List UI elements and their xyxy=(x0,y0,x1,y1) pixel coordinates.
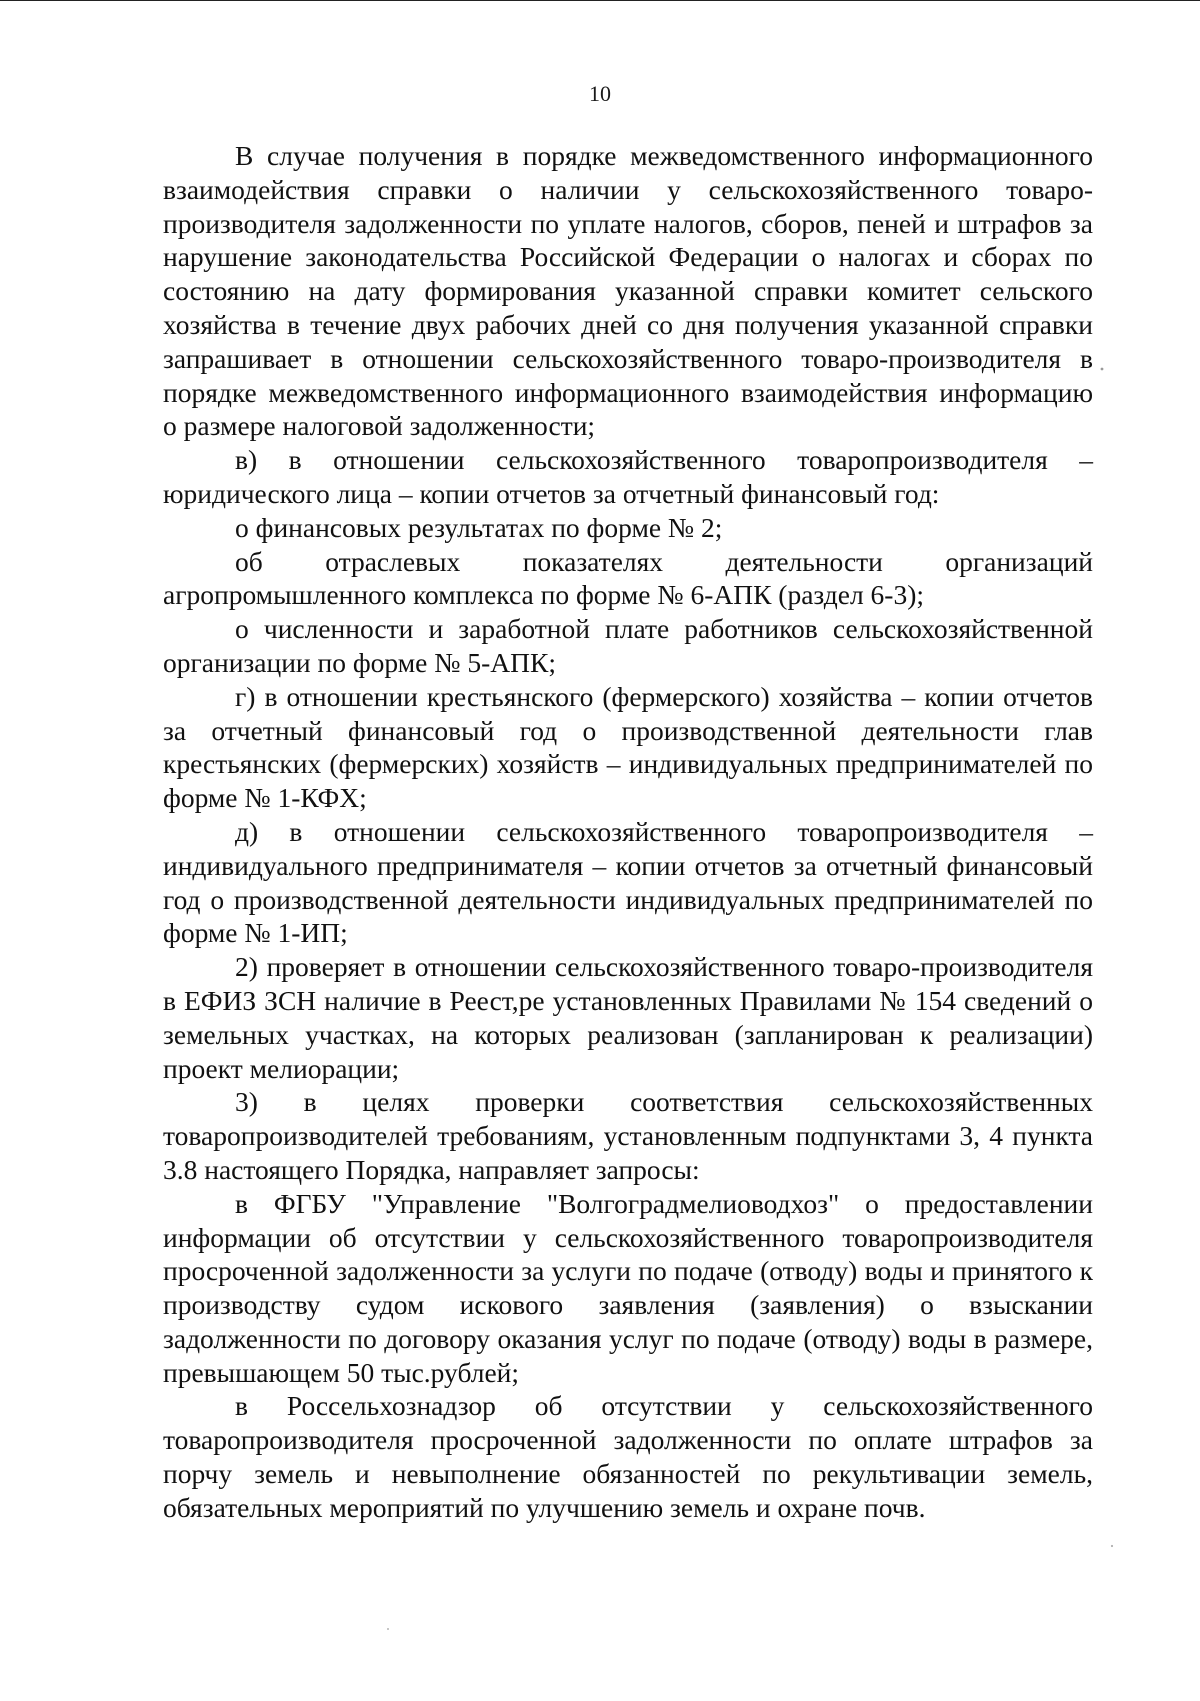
paragraph-fgbu-request: в ФГБУ "Управление "Волгоградмелиоводхоз" о предоставлении информации об отсутствии у сельскохозяйственного товаропроизводителя просроченной задолженности за услуги по подаче (отводу) воды и принятого к производству судом искового заявления (заявления) о взыскании задолженности по договору оказания услуг по подаче (отводу) воды в размере, превышающем 50 тыс.рублей; xyxy=(163,1187,1093,1388)
paragraph-item-d: д) в отношении сельскохозяйственного товаропроизводителя – индивидуального предпринимателя – копии отчетов за отчетный финансовый год о производственной деятельности индивидуальных предпринимателей по форме № 1-ИП; xyxy=(163,815,1093,949)
scan-speck xyxy=(1111,1545,1113,1547)
paragraph-item-g: г) в отношении крестьянского (фермерского) хозяйства – копии отчетов за отчетный финансовый год о производственной деятельности глав крестьянских (фермерских) хозяйств – индивидуальных предпринимателей по форме № 1-КФХ; xyxy=(163,680,1093,814)
scan-speck xyxy=(1101,368,1104,371)
paragraph-rosselkhoznadzor-request: в Россельхознадзор об отсутствии у сельскохозяйственного товаропроизводителя просроченной задолженности по оплате штрафов за порчу земель и невыполнение обязанностей по рекультивации земель, обязательных мероприятий по улучшению земель и охране почв. xyxy=(163,1390,1093,1523)
paragraph-item-v: в) в отношении сельскохозяйственного товаропроизводителя – юридического лица – копии отчетов за отчетный финансовый год: xyxy=(163,444,1093,509)
paragraph-item-3: 3) в целях проверки соответствия сельскохозяйственных товаропроизводителей требованиям, установленным подпунктами 3, 4 пункта 3.8 настоящего Порядка, направляет запросы: xyxy=(163,1086,1093,1185)
scan-speck xyxy=(387,1628,389,1630)
document-body xyxy=(163,139,1093,1525)
paragraph-form-5-apk: о численности и заработной плате работников сельскохозяйственной организации по форме № 5-АПК; xyxy=(163,613,1093,678)
paragraph-item-2: 2) проверяет в отношении сельскохозяйственного товаро-производителя в ЕФИЗ ЗСН наличие в Реест,ре установленных Правилами № 154 сведений о земельных участках, на которых реализован (запланирован к реализации) проект мелиорации; xyxy=(163,951,1093,1084)
paragraph-form-2: о финансовых результатах по форме № 2; xyxy=(235,511,723,543)
paragraph-interagency-request: В случае получения в порядке межведомственного информационного взаимодействия справки о наличии у сельскохозяйственного товаро-производителя задолженности по уплате налогов, сборов, пеней и штрафов за нарушение законодательства Российской Федерации о налогах и сборах по состоянию на дату формирования указанной справки комитет сельского хозяйства в течение двух рабочих дней со дня получения указанной справки запрашивает в отношении сельскохозяйственного товаро-производителя в порядке межведомственного информационного взаимодействия информацию о размере налоговой задолженности; xyxy=(163,140,1093,442)
paragraph-form-6-apk: об отраслевых показателях деятельности организаций агропромышленного комплекса по форме № 6-АПК (раздел 6-3); xyxy=(163,545,1093,611)
page-number: 10 xyxy=(589,81,611,106)
